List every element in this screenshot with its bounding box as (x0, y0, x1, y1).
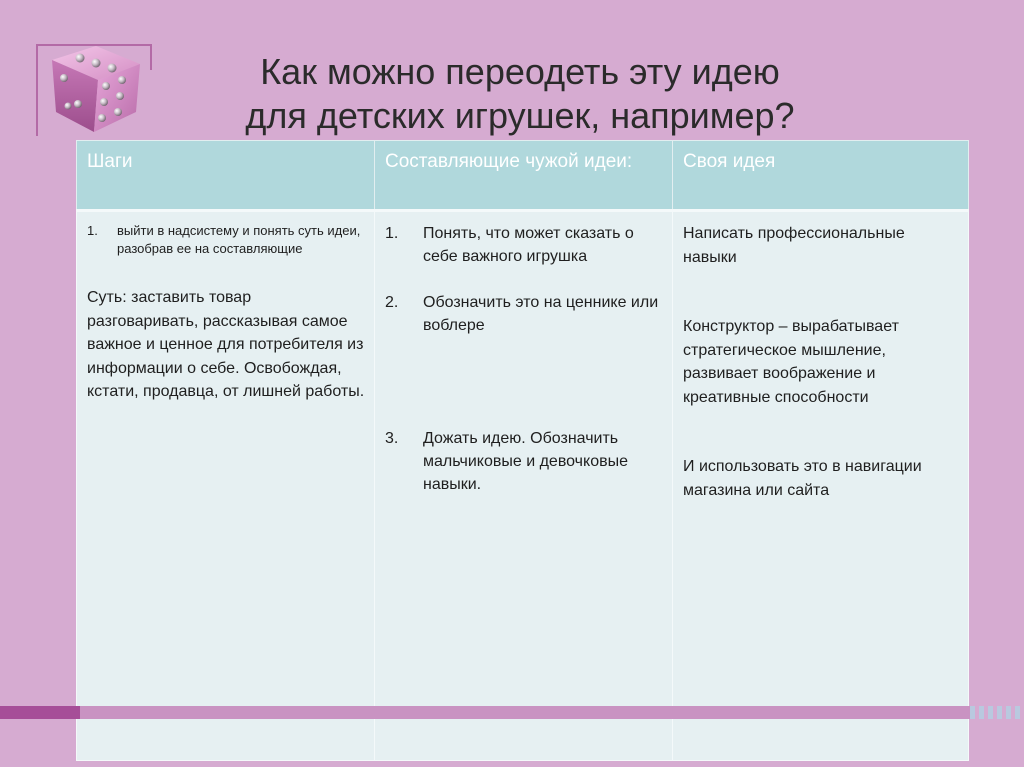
list-number: 1. (87, 223, 98, 238)
list-number: 2. (385, 294, 399, 311)
header-steps: Шаги (77, 141, 375, 211)
essence-paragraph: Суть: заставить товар разговаривать, рассказывая самое важное и ценное для потребителя из информации о себе. Освобождая, кстати, продавца, от лишней работы. (87, 289, 365, 400)
list-text: Обозначить это на ценнике или воблере (423, 294, 659, 334)
dice-icon (40, 34, 150, 138)
list-item (87, 222, 366, 258)
title-line-2: для детских игрушек, например? (245, 95, 795, 136)
idea-paragraph: Написать профессиональные навыки (683, 225, 905, 266)
list-number: 1. (385, 225, 399, 242)
table-row (77, 211, 969, 718)
decorative-stripe (970, 706, 1024, 719)
list-number: 3. (385, 430, 399, 447)
idea-paragraph: Конструктор – вырабатывает стратегическое мышление, развивает воображение и креативные способности (683, 318, 899, 406)
header-own-idea: Своя идея (673, 141, 969, 211)
list-item (385, 427, 664, 496)
idea-table (76, 140, 969, 761)
table-header-row (77, 141, 969, 211)
decorative-stripe (0, 706, 1024, 719)
list-text: Дожать идею. Обозначить мальчиковые и девочковые навыки. (423, 430, 628, 493)
slide-title (190, 50, 850, 138)
list-text: Понять, что может сказать о себе важного игрушка (423, 225, 634, 265)
components-cell (375, 211, 673, 718)
list-item (385, 222, 664, 268)
list-item (385, 291, 664, 337)
empty-cell (77, 717, 375, 760)
header-components: Составляющие чужой идеи: (375, 141, 673, 211)
frame-line (36, 44, 38, 136)
own-idea-cell (673, 211, 969, 718)
idea-paragraph: И использовать это в навигации магазина или сайта (683, 458, 922, 499)
frame-line (150, 44, 152, 70)
empty-cell (375, 717, 673, 760)
list-text: выйти в надсистему и понять суть идеи, разобрав ее на составляющие (117, 223, 361, 256)
steps-cell (77, 211, 375, 718)
empty-cell (673, 717, 969, 760)
title-line-1: Как можно переодеть эту идею (260, 51, 780, 92)
table-row (77, 717, 969, 760)
